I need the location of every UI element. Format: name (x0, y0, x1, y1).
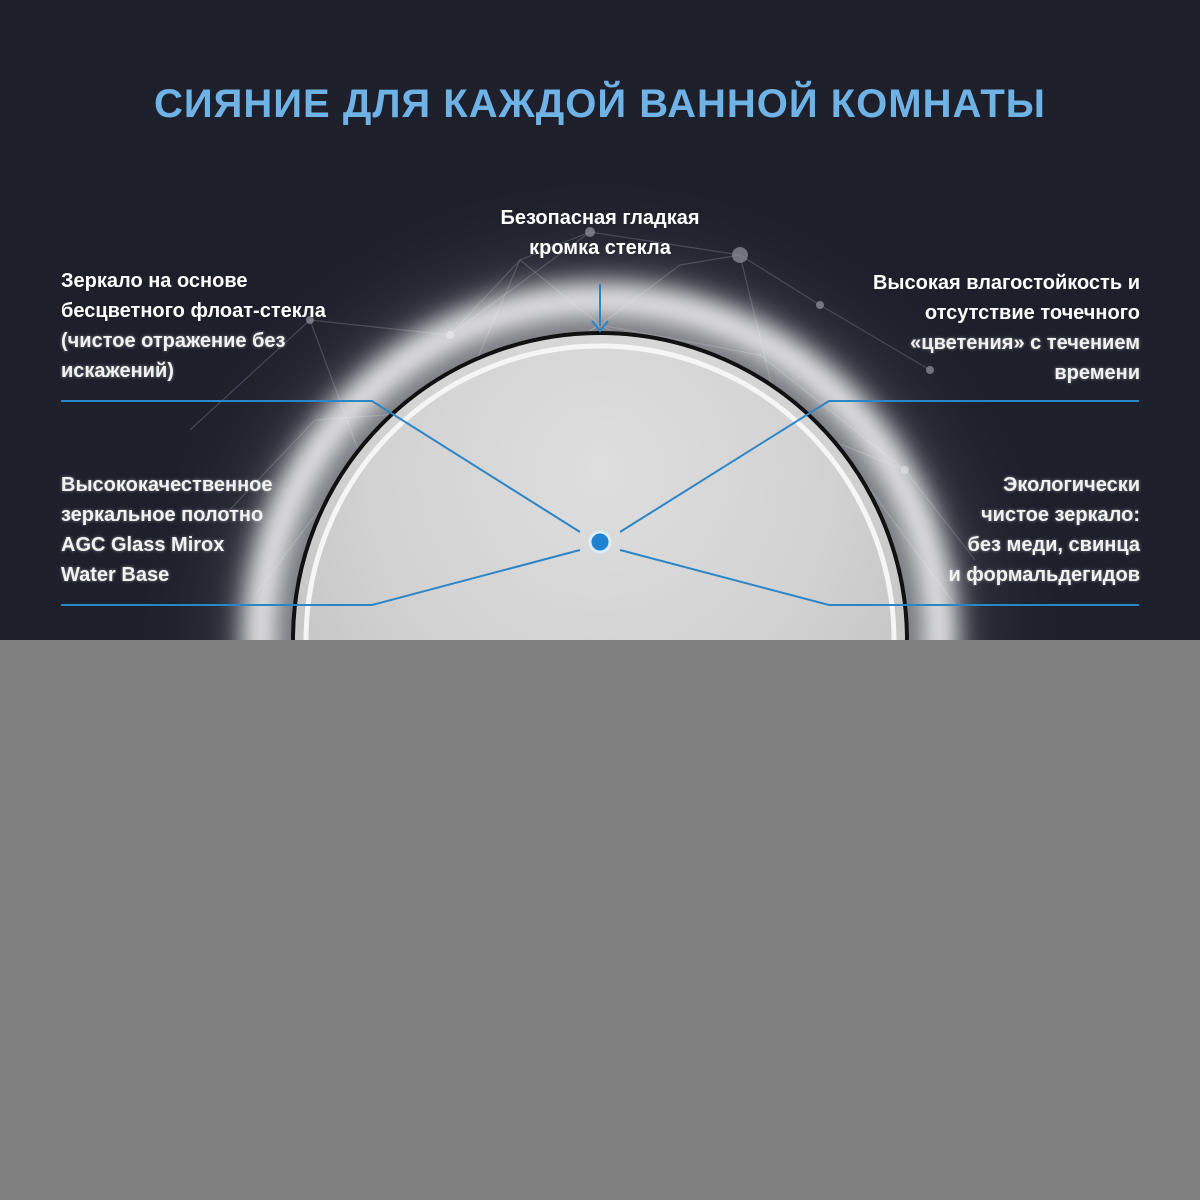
eco-mirror-feature-line: и формальдегидов (948, 564, 1140, 586)
moisture-resistance-feature-line: времени (1054, 362, 1140, 384)
moisture-resistance-feature-line: отсутствие точечного (924, 302, 1140, 324)
mirror-sheet-feature-line: Water Base (61, 564, 170, 586)
float-glass-feature (61, 266, 326, 386)
moisture-resistance-feature (873, 268, 1140, 388)
moisture-resistance-feature-line: Высокая влагостойкость и (872, 272, 1140, 294)
page-title: СИЯНИЕ ДЛЯ КАЖДОЙ ВАННОЙ КОМНАТЫ (154, 82, 1046, 126)
center-dot (590, 532, 610, 552)
safe-edge-feature (350, 203, 850, 263)
eco-mirror-feature (948, 470, 1140, 590)
mirror-sheet-feature-line: Высококачественное (61, 474, 273, 496)
moisture-resistance-feature-line: «цветения» с течением (910, 332, 1140, 354)
safe-edge-feature-line: Безопасная гладкая (500, 207, 700, 229)
float-glass-feature-line: искажений) (61, 360, 174, 382)
float-glass-feature-line: (чистое отражение без (61, 330, 286, 352)
float-glass-feature-line: бесцветного флоат-стекла (61, 300, 326, 322)
eco-mirror-feature-line: чистое зеркало: (981, 504, 1140, 526)
mirror-sheet-feature (61, 470, 273, 590)
safe-edge-feature-line: кромка стекла (529, 237, 671, 259)
gray-lower-area (0, 640, 1200, 1200)
float-glass-feature-line: Зеркало на основе (61, 270, 248, 292)
eco-mirror-feature-line: Экологически (1003, 474, 1140, 496)
mirror-sheet-feature-line: AGC Glass Mirox (61, 534, 225, 556)
eco-mirror-feature-line: без меди, свинца (967, 534, 1140, 556)
mirror-sheet-feature-line: зеркальное полотно (61, 504, 264, 526)
